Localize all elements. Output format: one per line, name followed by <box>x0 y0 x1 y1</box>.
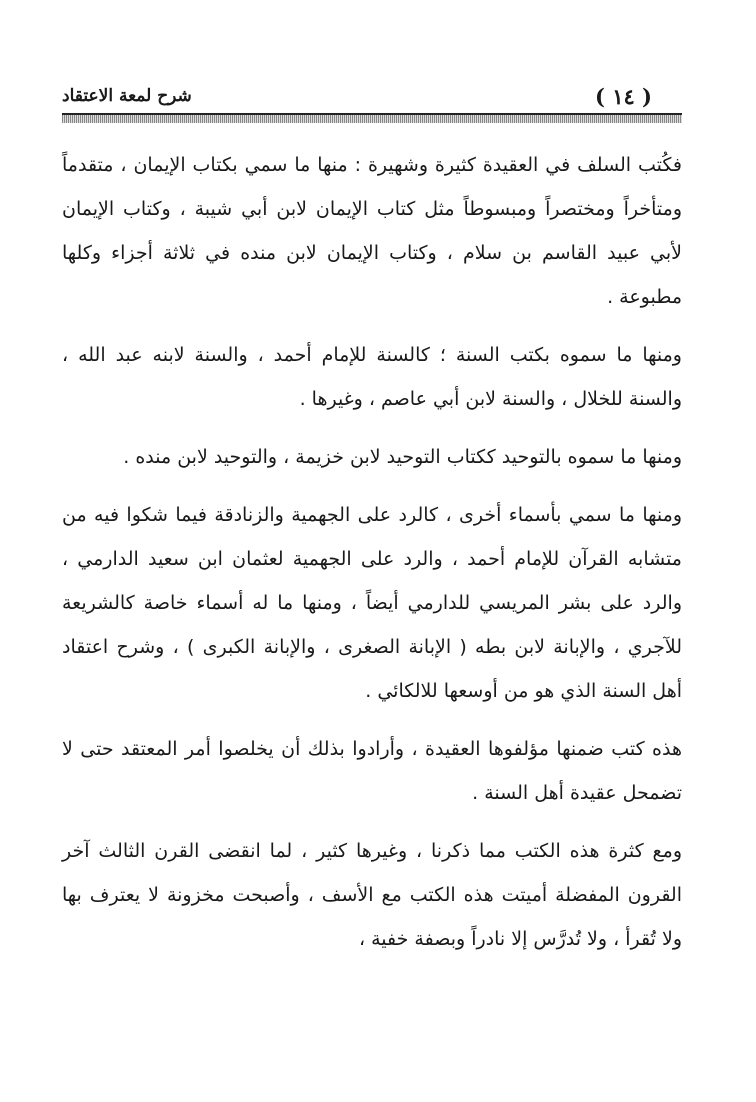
running-title: شرح لمعة الاعتقاد <box>62 86 192 106</box>
paragraph: فكُتب السلف في العقيدة كثيرة وشهيرة : منها ما سمي بكتاب الإيمان ، متقدماً ومتأخراً ومختصراً ومبسوطاً مثل كتاب الإيمان لابن أبي شيبة ، وكتاب الإيمان لأبي عبيد القاسم بن سلام ، وكتاب الإيمان لابن منده في ثلاثة أجزاء وكلها مطبوعة . <box>62 154 682 308</box>
paragraph: ومنها ما سموه بكتب السنة ؛ كالسنة للإمام أحمد ، والسنة لابنه عبد الله ، والسنة للخلال ، والسنة لابن أبي عاصم ، وغيرها . <box>62 344 682 410</box>
paragraph: ومع كثرة هذه الكتب مما ذكرنا ، وغيرها كثير ، لما انقضى القرن الثالث آخر القرون المفضلة أميتت هذه الكتب مع الأسف ، وأصبحت مخزونة لا يعترف بها ولا تُقرأ ، ولا تُدرَّس إلا نادراً وبصفة خفية ، <box>62 840 682 950</box>
text-body <box>62 143 682 975</box>
header-rule <box>62 113 682 123</box>
paragraph: ومنها ما سموه بالتوحيد ككتاب التوحيد لابن خزيمة ، والتوحيد لابن منده . <box>123 446 682 468</box>
paragraph: هذه كتب ضمنها مؤلفوها العقيدة ، وأرادوا بذلك أن يخلصوا أمر المعتقد حتى لا تضمحل عقيدة أهل السنة . <box>62 738 682 804</box>
paragraph: ومنها ما سمي بأسماء أخرى ، كالرد على الجهمية والزنادقة فيما شكوا فيه من متشابه القرآن للإمام أحمد ، والرد على الجهمية لعثمان ابن سعيد الدارمي ، والرد على بشر المريسي للدارمي أيضاً ، ومنها ما له أسماء خاصة كالشريعة للآجري ، والإبانة لابن بطه ( الإبانة الصغرى ، والإبانة الكبرى ) ، وشرح اعتقاد أهل السنة الذي هو من أوسعها للالكائي . <box>62 504 682 702</box>
page-header <box>62 78 682 112</box>
page-number: ( ١٤ ) <box>594 84 652 109</box>
